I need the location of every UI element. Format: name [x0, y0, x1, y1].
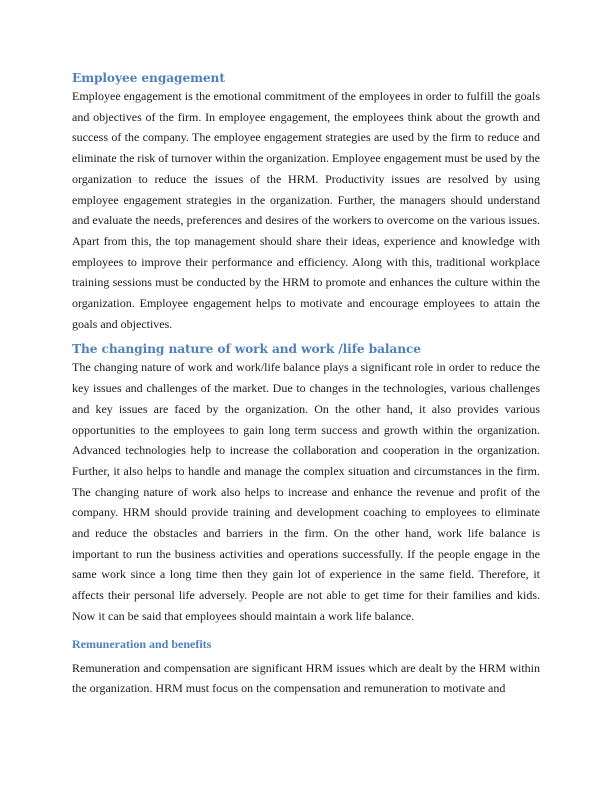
- section-remuneration-and-benefits: [72, 636, 540, 699]
- section-heading: Remuneration and benefits: [72, 636, 212, 651]
- section-heading: The changing nature of work and work /life balance: [72, 342, 421, 357]
- section-employee-engagement: [72, 70, 540, 334]
- section-paragraph: Employee engagement is the emotional commitment of the employees in order to fulfill the goals and objectives of the firm. In employee engagement, the employees think about the growth and success of the company. The employee engagement strategies are used by the firm to reduce and eliminate the risk of turnover within the organization. Employee engagement must be used by the organization to reduce the issues of the HRM. Productivity issues are resolved by using employee engagement strategies in the organization. Further, the managers should understand and evaluate the needs, preferences and desires of the workers to overcome on the various issues. Apart from this, the top management should share their ideas, experience and knowledge with employees to improve their performance and efficiency. Along with this, traditional workplace training sessions must be conducted by the HRM to promote and enhances the culture within the organization. Employee engagement helps to motivate and encourage employees to attain the goals and objectives.: [72, 89, 540, 331]
- section-paragraph: The changing nature of work and work/life balance plays a significant role in order to reduce the key issues and challenges of the market. Due to changes in the technologies, various challenges and key issues are faced by the organization. On the other hand, it also provides various opportunities to the employees to gain long term success and growth within the organization. Advanced technologies help to increase the collaboration and cooperation in the organization. Further, it also helps to handle and manage the complex situation and circumstances in the firm. The changing nature of work also helps to increase and enhance the revenue and profit of the company. HRM should provide training and development coaching to employees to eliminate and reduce the obstacles and barriers in the firm. On the other hand, work life balance is important to run the business activities and operations successfully. If the people engage in the same work since a long time then they gain lot of experience in the same field. Therefore, it affects their personal life adversely. People are not able to get time for their families and kids. Now it can be said that employees should maintain a work life balance.: [72, 360, 540, 623]
- document-page: [72, 70, 540, 699]
- section-changing-nature-of-work: [72, 341, 540, 626]
- section-paragraph: Remuneration and compensation are significant HRM issues which are dealt by the HRM within the organization. HRM must focus on the compensation and remuneration to motivate and: [72, 660, 540, 696]
- section-heading: Employee engagement: [72, 71, 225, 85]
